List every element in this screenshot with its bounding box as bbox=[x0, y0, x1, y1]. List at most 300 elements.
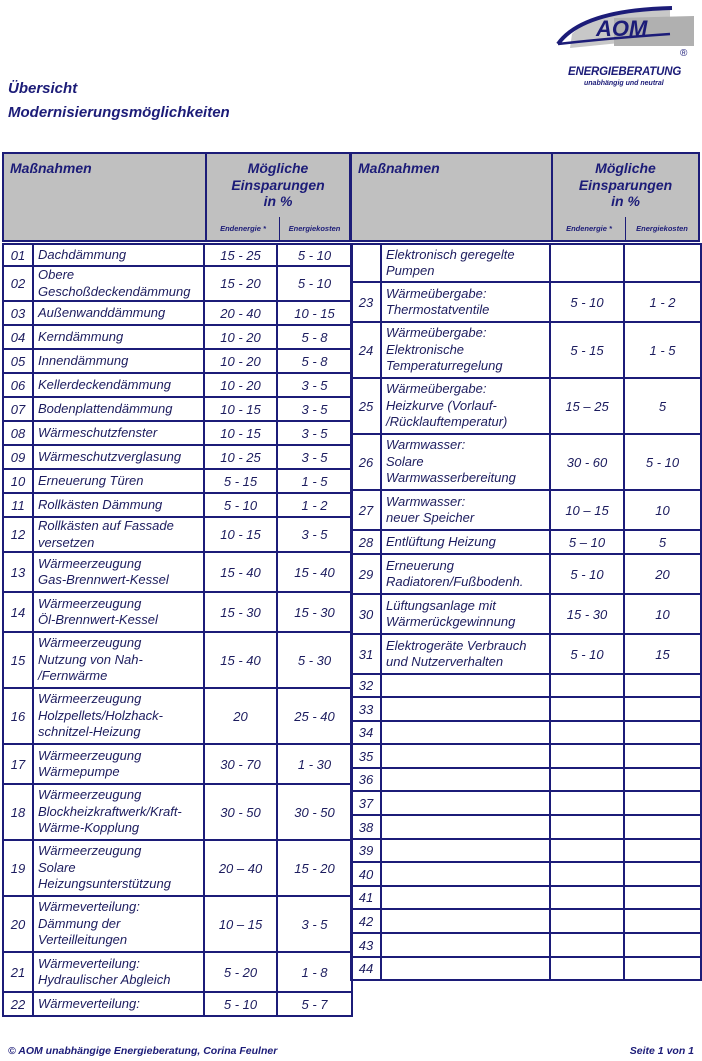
measure-name bbox=[381, 791, 550, 815]
final-energy-savings: 15 - 40 bbox=[204, 632, 277, 688]
energy-cost-savings bbox=[624, 862, 701, 886]
row-number: 17 bbox=[3, 744, 33, 784]
measure-line: Wärmeschutzverglasung bbox=[38, 448, 182, 464]
measure-line: und Nutzerverhalten bbox=[386, 654, 504, 669]
final-energy-savings: 5 - 10 bbox=[204, 992, 277, 1016]
measure-line: Dämmung der bbox=[38, 915, 121, 931]
measure-line: Wärmeverteilung: bbox=[38, 955, 140, 971]
row-number: 27 bbox=[351, 490, 381, 530]
final-energy-savings bbox=[550, 791, 624, 815]
row-number: 20 bbox=[3, 896, 33, 952]
table-row bbox=[351, 886, 701, 909]
table-header-right bbox=[350, 152, 700, 242]
measure-name bbox=[381, 862, 550, 886]
measure-name bbox=[33, 421, 204, 445]
row-number: 39 bbox=[351, 839, 381, 862]
header-energy-costs: Energiekosten bbox=[625, 217, 698, 240]
energy-cost-savings bbox=[624, 674, 701, 697]
measure-line: Heizungsunterstützung bbox=[38, 876, 171, 892]
measure-name bbox=[33, 744, 204, 784]
row-number: 28 bbox=[351, 530, 381, 554]
measure-line: Kerndämmung bbox=[38, 328, 124, 344]
measure-line: Nutzung von Nah- bbox=[38, 651, 143, 667]
final-energy-savings: 15 - 40 bbox=[204, 552, 277, 592]
energy-cost-savings: 3 - 5 bbox=[277, 421, 352, 445]
table-row bbox=[3, 688, 352, 744]
energy-cost-savings: 5 bbox=[624, 378, 701, 434]
energy-cost-savings: 5 bbox=[624, 530, 701, 554]
row-number: 43 bbox=[351, 933, 381, 957]
measure-name bbox=[381, 839, 550, 862]
header-final-energy: Endenergie * bbox=[566, 224, 612, 233]
row-number: 10 bbox=[3, 469, 33, 493]
measure-line: Wärmeerzeugung bbox=[38, 787, 142, 803]
row-number: 34 bbox=[351, 721, 381, 744]
final-energy-savings bbox=[550, 697, 624, 721]
table-row bbox=[3, 301, 352, 325]
energy-cost-savings: 3 - 5 bbox=[277, 517, 352, 552]
energy-cost-savings: 1 - 8 bbox=[277, 952, 352, 992]
energy-cost-savings: 10 - 15 bbox=[277, 301, 352, 325]
energy-cost-savings bbox=[624, 697, 701, 721]
measure-line: Kellerdeckendämmung bbox=[38, 376, 171, 392]
table-header-left bbox=[2, 152, 351, 242]
measure-line: Heizkurve (Vorlauf- bbox=[386, 397, 497, 413]
row-number: 14 bbox=[3, 592, 33, 632]
row-number bbox=[351, 244, 381, 282]
measure-line: Solare bbox=[386, 453, 424, 469]
energy-cost-savings bbox=[624, 839, 701, 862]
energy-cost-savings: 10 bbox=[624, 594, 701, 634]
measure-name bbox=[33, 517, 204, 552]
logo-tagline: unabhängig und neutral bbox=[584, 80, 664, 87]
energy-cost-savings bbox=[624, 909, 701, 933]
logo-registered: ® bbox=[680, 48, 688, 59]
table-row bbox=[351, 594, 701, 634]
final-energy-savings: 10 - 15 bbox=[204, 397, 277, 421]
header-final-energy: Endenergie * bbox=[220, 224, 266, 233]
final-energy-savings: 15 - 30 bbox=[550, 594, 624, 634]
header-measures: Maßnahmen bbox=[358, 160, 440, 176]
table-row bbox=[351, 554, 701, 594]
energy-cost-savings: 3 - 5 bbox=[277, 373, 352, 397]
measure-name bbox=[33, 469, 204, 493]
measure-line: Geschoßdeckendämmung bbox=[38, 283, 191, 299]
measure-line: Wärmeübergabe: bbox=[386, 381, 487, 397]
measure-line: Öl-Brennwert-Kessel bbox=[38, 612, 158, 627]
row-number: 25 bbox=[351, 378, 381, 434]
row-number: 06 bbox=[3, 373, 33, 397]
row-number: 02 bbox=[3, 266, 33, 301]
measure-line: Wärmeerzeugung bbox=[38, 691, 142, 707]
measure-name bbox=[33, 266, 204, 301]
measure-line: Wärmeverteilung: bbox=[38, 899, 140, 915]
row-number: 16 bbox=[3, 688, 33, 744]
final-energy-savings bbox=[550, 839, 624, 862]
measure-name bbox=[381, 674, 550, 697]
measure-name bbox=[33, 301, 204, 325]
measure-name bbox=[381, 554, 550, 594]
energy-cost-savings bbox=[624, 815, 701, 839]
energy-cost-savings: 3 - 5 bbox=[277, 397, 352, 421]
logo-brand: AOM bbox=[596, 16, 648, 41]
row-number: 04 bbox=[3, 325, 33, 349]
measure-line: /Rücklauftemperatur) bbox=[386, 414, 508, 430]
final-energy-savings bbox=[550, 957, 624, 980]
final-energy-savings: 30 - 70 bbox=[204, 744, 277, 784]
measure-line: Wärmepumpe bbox=[38, 764, 120, 779]
final-energy-savings bbox=[550, 744, 624, 768]
energy-cost-savings: 1 - 5 bbox=[277, 469, 352, 493]
row-number: 03 bbox=[3, 301, 33, 325]
final-energy-savings: 10 - 25 bbox=[204, 445, 277, 469]
row-number: 21 bbox=[3, 952, 33, 992]
row-number: 29 bbox=[351, 554, 381, 594]
row-number: 41 bbox=[351, 886, 381, 909]
final-energy-savings: 5 - 10 bbox=[550, 634, 624, 674]
table-row bbox=[351, 815, 701, 839]
table-row bbox=[3, 992, 352, 1016]
energy-cost-savings: 10 bbox=[624, 490, 701, 530]
page-title-line2: Modernisierungsmöglichkeiten bbox=[8, 104, 230, 121]
measure-line: Bodenplattendämmung bbox=[38, 400, 173, 416]
final-energy-savings: 10 - 20 bbox=[204, 325, 277, 349]
row-number: 12 bbox=[3, 517, 33, 552]
energy-cost-savings bbox=[624, 744, 701, 768]
measure-name bbox=[381, 244, 550, 282]
table-row bbox=[3, 592, 352, 632]
final-energy-savings: 10 – 15 bbox=[204, 896, 277, 952]
table-row bbox=[3, 784, 352, 840]
measure-line: Wärmeübergabe: bbox=[386, 285, 487, 301]
table-row bbox=[3, 952, 352, 992]
table-row bbox=[351, 957, 701, 980]
row-number: 05 bbox=[3, 349, 33, 373]
table-row bbox=[351, 322, 701, 378]
measure-name bbox=[381, 909, 550, 933]
row-number: 15 bbox=[3, 632, 33, 688]
measure-line: Außenwanddämmung bbox=[38, 304, 166, 320]
measure-name bbox=[381, 933, 550, 957]
table-row bbox=[351, 909, 701, 933]
measure-name bbox=[33, 688, 204, 744]
final-energy-savings bbox=[550, 886, 624, 909]
measure-line: Wärmeerzeugung bbox=[38, 635, 142, 651]
final-energy-savings: 10 – 15 bbox=[550, 490, 624, 530]
final-energy-savings: 30 - 60 bbox=[550, 434, 624, 490]
table-row bbox=[3, 397, 352, 421]
energy-cost-savings: 15 - 20 bbox=[277, 840, 352, 896]
measure-name bbox=[381, 721, 550, 744]
row-number: 13 bbox=[3, 552, 33, 592]
table-row bbox=[351, 768, 701, 791]
measure-line: Warmwasser: bbox=[386, 437, 466, 453]
row-number: 24 bbox=[351, 322, 381, 378]
measure-line: Wärmeerzeugung bbox=[38, 595, 142, 611]
measure-line: neuer Speicher bbox=[386, 510, 475, 525]
measure-line: Blockheizkraftwerk/Kraft- bbox=[38, 803, 182, 819]
table-row bbox=[3, 517, 352, 552]
table-row bbox=[351, 634, 701, 674]
table-row bbox=[3, 840, 352, 896]
row-number: 35 bbox=[351, 744, 381, 768]
row-number: 23 bbox=[351, 282, 381, 322]
measure-line: Pumpen bbox=[386, 263, 435, 278]
aom-logo-graphic bbox=[552, 4, 702, 66]
energy-cost-savings: 15 bbox=[624, 634, 701, 674]
measure-name bbox=[381, 530, 550, 554]
measure-line: Rollkästen auf Fassade bbox=[38, 518, 174, 533]
measure-name bbox=[33, 493, 204, 517]
final-energy-savings: 20 bbox=[204, 688, 277, 744]
measure-line: Innendämmung bbox=[38, 352, 129, 368]
measure-line: Erneuerung Türen bbox=[38, 472, 144, 488]
measures-table-right bbox=[350, 243, 702, 981]
energy-cost-savings: 20 bbox=[624, 554, 701, 594]
final-energy-savings: 5 - 10 bbox=[550, 554, 624, 594]
energy-cost-savings bbox=[624, 886, 701, 909]
measure-name bbox=[381, 634, 550, 674]
table-row bbox=[351, 674, 701, 697]
logo-name: ENERGIEBERATUNG bbox=[568, 66, 682, 78]
energy-cost-savings: 5 - 10 bbox=[277, 244, 352, 266]
energy-cost-savings: 1 - 30 bbox=[277, 744, 352, 784]
header-savings-line3: in % bbox=[263, 193, 293, 209]
measure-name bbox=[381, 322, 550, 378]
row-number: 11 bbox=[3, 493, 33, 517]
table-row bbox=[351, 282, 701, 322]
energy-cost-savings bbox=[624, 721, 701, 744]
measure-name bbox=[33, 632, 204, 688]
measure-name bbox=[381, 768, 550, 791]
final-energy-savings: 10 - 15 bbox=[204, 421, 277, 445]
table-row bbox=[351, 434, 701, 490]
row-number: 18 bbox=[3, 784, 33, 840]
header-savings-line3: in % bbox=[611, 193, 640, 209]
final-energy-savings: 5 - 10 bbox=[204, 493, 277, 517]
row-number: 26 bbox=[351, 434, 381, 490]
energy-cost-savings: 1 - 2 bbox=[277, 493, 352, 517]
table-row bbox=[351, 530, 701, 554]
energy-cost-savings bbox=[624, 244, 701, 282]
measure-line: Wärmeübergabe: bbox=[386, 325, 487, 341]
measure-name bbox=[33, 840, 204, 896]
measure-line: Thermostatventile bbox=[386, 302, 490, 317]
energy-cost-savings bbox=[624, 933, 701, 957]
measure-line: Entlüftung Heizung bbox=[386, 533, 496, 549]
header-savings-line2: Einsparungen bbox=[578, 176, 673, 193]
measure-name bbox=[33, 397, 204, 421]
energy-cost-savings: 3 - 5 bbox=[277, 445, 352, 469]
header-energy-costs: Energiekosten bbox=[279, 217, 349, 240]
table-row bbox=[3, 552, 352, 592]
final-energy-savings bbox=[550, 721, 624, 744]
table-row bbox=[3, 469, 352, 493]
table-row bbox=[351, 244, 701, 282]
measure-name bbox=[381, 815, 550, 839]
final-energy-savings: 5 - 15 bbox=[204, 469, 277, 493]
header-savings-line1: Mögliche bbox=[247, 160, 309, 176]
measure-line: Holzpellets/Holzhack- bbox=[38, 707, 163, 723]
energy-cost-savings: 5 - 7 bbox=[277, 992, 352, 1016]
measure-name bbox=[381, 697, 550, 721]
measure-name bbox=[33, 896, 204, 952]
row-number: 38 bbox=[351, 815, 381, 839]
measure-name bbox=[381, 886, 550, 909]
final-energy-savings bbox=[550, 815, 624, 839]
energy-cost-savings: 25 - 40 bbox=[277, 688, 352, 744]
page-title-line1: Übersicht bbox=[8, 80, 78, 97]
table-row bbox=[3, 325, 352, 349]
measure-line: Hydraulischer Abgleich bbox=[38, 972, 171, 987]
measure-name bbox=[33, 952, 204, 992]
table-row bbox=[351, 721, 701, 744]
energy-cost-savings: 15 - 30 bbox=[277, 592, 352, 632]
energy-cost-savings: 5 - 10 bbox=[277, 266, 352, 301]
measure-name bbox=[33, 349, 204, 373]
energy-cost-savings bbox=[624, 957, 701, 980]
measure-line: schnitzel-Heizung bbox=[38, 724, 141, 740]
measure-name bbox=[381, 594, 550, 634]
final-energy-savings bbox=[550, 674, 624, 697]
energy-cost-savings: 1 - 2 bbox=[624, 282, 701, 322]
measure-line: Elektronische bbox=[386, 341, 465, 357]
energy-cost-savings: 3 - 5 bbox=[277, 896, 352, 952]
measure-line: Warmwasser: bbox=[386, 493, 466, 509]
row-number: 08 bbox=[3, 421, 33, 445]
energy-cost-savings bbox=[624, 768, 701, 791]
measure-line: Verteilleitungen bbox=[38, 932, 128, 948]
final-energy-savings bbox=[550, 862, 624, 886]
row-number: 33 bbox=[351, 697, 381, 721]
measure-line: Wärmeerzeugung bbox=[38, 843, 142, 859]
energy-cost-savings: 5 - 8 bbox=[277, 349, 352, 373]
energy-cost-savings: 5 - 8 bbox=[277, 325, 352, 349]
final-energy-savings: 5 - 15 bbox=[550, 322, 624, 378]
final-energy-savings: 5 – 10 bbox=[550, 530, 624, 554]
table-row bbox=[351, 490, 701, 530]
final-energy-savings: 30 - 50 bbox=[204, 784, 277, 840]
table-row bbox=[351, 839, 701, 862]
measure-name bbox=[33, 325, 204, 349]
table-row bbox=[3, 896, 352, 952]
header-savings-line1: Mögliche bbox=[595, 160, 656, 176]
row-number: 42 bbox=[351, 909, 381, 933]
final-energy-savings bbox=[550, 768, 624, 791]
measure-name bbox=[381, 378, 550, 434]
measure-name bbox=[33, 592, 204, 632]
measure-name bbox=[381, 282, 550, 322]
final-energy-savings: 10 - 20 bbox=[204, 373, 277, 397]
energy-cost-savings: 1 - 5 bbox=[624, 322, 701, 378]
row-number: 30 bbox=[351, 594, 381, 634]
table-row bbox=[3, 349, 352, 373]
energy-cost-savings: 15 - 40 bbox=[277, 552, 352, 592]
energy-cost-savings: 30 - 50 bbox=[277, 784, 352, 840]
energy-cost-savings: 5 - 10 bbox=[624, 434, 701, 490]
measure-line: Wärmeverteilung: bbox=[38, 995, 140, 1011]
measure-line: Warmwasserbereitung bbox=[386, 470, 516, 486]
measure-line: Solare bbox=[38, 859, 76, 875]
final-energy-savings: 15 - 25 bbox=[204, 244, 277, 266]
measure-name bbox=[33, 373, 204, 397]
table-row bbox=[3, 493, 352, 517]
row-number: 36 bbox=[351, 768, 381, 791]
measure-name bbox=[33, 445, 204, 469]
final-energy-savings: 15 - 20 bbox=[204, 266, 277, 301]
energy-cost-savings: 5 - 30 bbox=[277, 632, 352, 688]
header-measures: Maßnahmen bbox=[10, 160, 92, 176]
row-number: 31 bbox=[351, 634, 381, 674]
final-energy-savings: 5 - 10 bbox=[550, 282, 624, 322]
measure-name bbox=[33, 784, 204, 840]
aom-logo bbox=[552, 4, 702, 90]
table-row bbox=[3, 632, 352, 688]
row-number: 37 bbox=[351, 791, 381, 815]
measure-line: Wärmerückgewinnung bbox=[386, 614, 516, 629]
table-row bbox=[3, 744, 352, 784]
measures-table-left bbox=[2, 243, 353, 1017]
measure-line: Gas-Brennwert-Kessel bbox=[38, 572, 169, 587]
final-energy-savings: 15 – 25 bbox=[550, 378, 624, 434]
final-energy-savings: 5 - 20 bbox=[204, 952, 277, 992]
energy-cost-savings bbox=[624, 791, 701, 815]
final-energy-savings: 20 – 40 bbox=[204, 840, 277, 896]
measure-name bbox=[33, 244, 204, 266]
table-row bbox=[3, 421, 352, 445]
table-row bbox=[351, 744, 701, 768]
measure-line: Elektronisch geregelte bbox=[386, 246, 515, 262]
measure-line: Radiatoren/Fußbodenh. bbox=[386, 574, 524, 589]
measure-line: Wärme-Kopplung bbox=[38, 820, 140, 836]
measure-line: /Fernwärme bbox=[38, 668, 108, 684]
footer-page-number: Seite 1 von 1 bbox=[629, 1045, 694, 1057]
final-energy-savings bbox=[550, 933, 624, 957]
table-row bbox=[351, 378, 701, 434]
header-savings-line2: Einsparungen bbox=[231, 176, 325, 193]
measure-name bbox=[381, 434, 550, 490]
measure-line: Obere bbox=[38, 267, 75, 282]
measure-name bbox=[381, 744, 550, 768]
table-row bbox=[351, 862, 701, 886]
measure-line: Temperaturregelung bbox=[386, 358, 503, 374]
measure-line: versetzen bbox=[38, 534, 95, 550]
row-number: 09 bbox=[3, 445, 33, 469]
measure-name bbox=[381, 957, 550, 980]
footer-copyright: © AOM unabhängige Energieberatung, Corina Feulner bbox=[8, 1045, 278, 1057]
measure-line: Rollkästen Dämmung bbox=[38, 496, 163, 512]
final-energy-savings: 15 - 30 bbox=[204, 592, 277, 632]
measure-name bbox=[33, 552, 204, 592]
final-energy-savings bbox=[550, 909, 624, 933]
measure-line: Wärmeerzeugung bbox=[38, 555, 142, 571]
table-row bbox=[3, 266, 352, 301]
measure-line: Dachdämmung bbox=[38, 246, 127, 262]
measure-line: Wärmeerzeugung bbox=[38, 747, 142, 763]
table-row bbox=[351, 697, 701, 721]
final-energy-savings: 20 - 40 bbox=[204, 301, 277, 325]
final-energy-savings: 10 - 15 bbox=[204, 517, 277, 552]
table-row bbox=[351, 933, 701, 957]
row-number: 40 bbox=[351, 862, 381, 886]
measure-line: Lüftungsanlage mit bbox=[386, 597, 496, 613]
row-number: 22 bbox=[3, 992, 33, 1016]
table-row bbox=[3, 373, 352, 397]
measure-name bbox=[381, 490, 550, 530]
row-number: 01 bbox=[3, 244, 33, 266]
row-number: 19 bbox=[3, 840, 33, 896]
row-number: 32 bbox=[351, 674, 381, 697]
